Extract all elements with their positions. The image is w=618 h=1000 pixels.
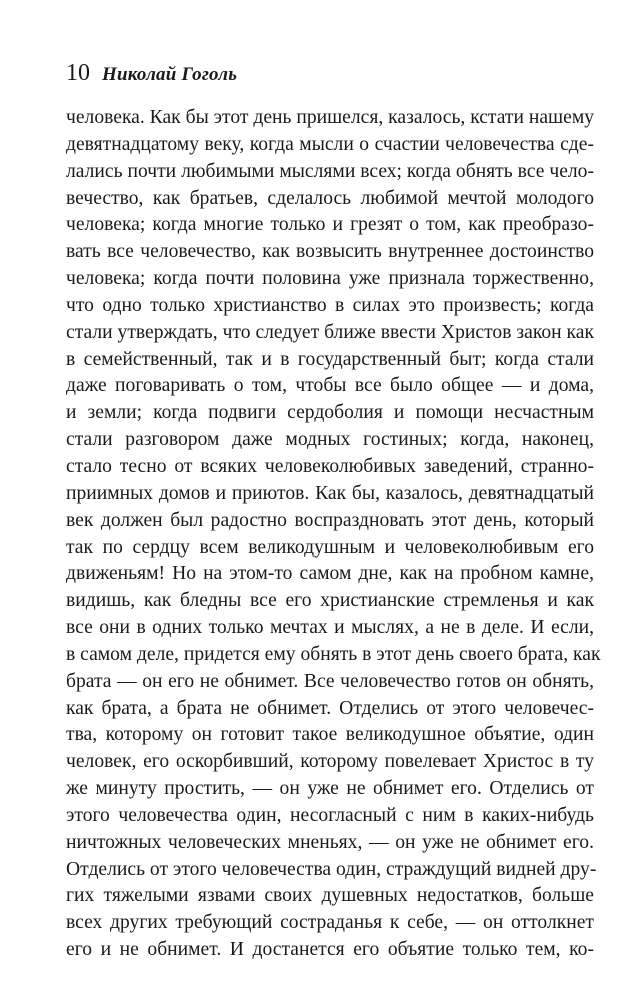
text-line: стало тесно от всяких человеколюбивых заведений, странно- [66, 455, 594, 477]
text-line: этого человечества один, несогласный с ним в каких-нибудь [66, 804, 594, 826]
text-line: все они в одних только мечтах и мыслях, а не в деле. И если, [66, 617, 594, 639]
text-line: гих тяжелыми язвами своих душевных недостатков, больше [66, 885, 594, 907]
text-line: лались почти любимыми мыслями всех; когда обнять все чело- [66, 160, 594, 182]
text-line: человека; когда почти половина уже признала торжественно, [66, 268, 594, 290]
running-head-author: Николай Гоголь [102, 64, 238, 85]
text-line: и земли; когда подвиги сердоболия и помощи несчастным [66, 402, 594, 424]
text-line: даже поговаривать о том, чтобы все было общее — и дома, [66, 375, 594, 397]
text-line: девятнадцатому веку, когда мысли о счастии человечества сде- [66, 133, 594, 155]
text-line: его и не обнимет. И достанется его объятие только тем, ко- [66, 939, 594, 961]
text-line: человека. Как бы этот день пришелся, казалось, кстати нашему [66, 107, 595, 128]
text-line: видишь, как бледны все его христианские стремленья и как [66, 590, 594, 612]
text-line: Отделись от этого человечества один, страждущий видней дру- [66, 858, 597, 880]
text-line: брата — он его не обнимет. Все человечество готов он обнять, [66, 670, 594, 692]
text-line: тва, которому он готовит такое великодушное объятие, один [66, 724, 594, 746]
text-line: ничтожных человеческих мненьях, — он уже не обнимет его. [66, 831, 594, 853]
text-line: стали разговором даже модных гостиных; когда, наконец, [66, 429, 594, 451]
text-line: стали утверждать, что следует ближе ввести Христов закон как [66, 321, 594, 343]
page-header [66, 60, 237, 92]
text-line: в семейственный, так и в государственный быт; когда стали [66, 348, 594, 370]
text-line: приимных домов и приютов. Как бы, казалось, девятнадцатый [66, 482, 594, 504]
text-line: что одно только христианство в силах это произвесть; когда [66, 294, 594, 316]
text-line: в самом деле, придется ему обнять в этот день своего брата, как [66, 643, 601, 665]
text-line: век должен был радостно воспраздновать этот день, который [66, 509, 594, 531]
text-line: вать все человечество, как возвысить внутреннее достоинство [66, 241, 594, 263]
body-text [66, 105, 601, 964]
text-line: вечество, как братьев, сделалось любимой мечтой молодого [66, 187, 594, 209]
text-line: движеньям! Но на этом-то самом дне, как на пробном камне, [66, 563, 594, 585]
text-line: же минуту простить, — он уже не обнимет его. Отделись от [66, 778, 594, 800]
text-line: всех других требующий состраданья к себе, — он оттолкнет [66, 912, 594, 934]
text-line: человек, его оскорбивший, которому повелевает Христос в ту [66, 751, 594, 773]
text-line: так по сердцу всем великодушным и человеколюбивым его [66, 536, 594, 558]
text-line: человека; когда многие только и грезят о том, как преобразо- [66, 214, 594, 236]
text-line: как брата, а брата не обнимет. Отделись от этого человечес- [66, 697, 594, 719]
page-number: 10 [66, 60, 90, 86]
